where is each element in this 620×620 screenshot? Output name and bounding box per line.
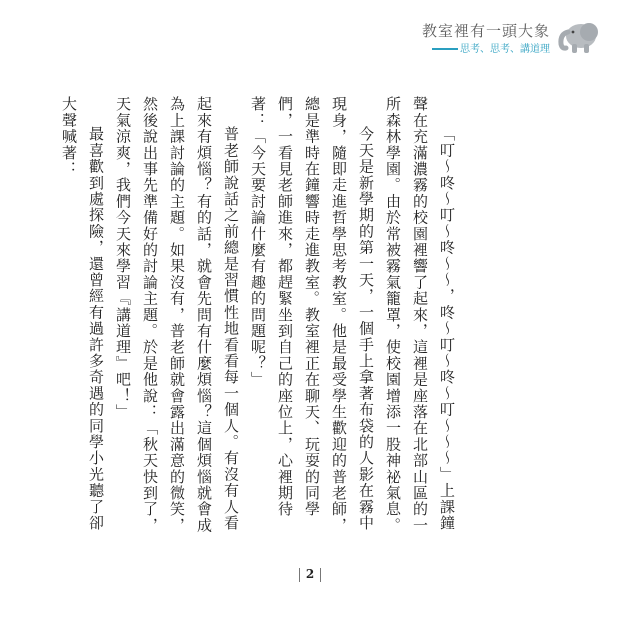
elephant-icon xyxy=(556,16,602,56)
subtitle-rule xyxy=(432,48,458,50)
paragraph-1: 「叮～咚～叮～咚～～，咚～叮～咚～叮～～～」上課鐘聲在充滿濃霧的校園裡響了起來，這裡是座落在北部山區的一所森林學園。由於常被霧氣籠罩，使校園增添一股神祕氣息。 xyxy=(384,96,456,534)
footer-right-bar xyxy=(320,568,321,582)
page-footer xyxy=(0,567,620,582)
running-header xyxy=(396,14,606,62)
book-title: 教室裡有一頭大象 xyxy=(421,22,550,40)
page-number: 2 xyxy=(305,567,315,581)
book-subtitle-text: 思考、思考、講道理 xyxy=(460,44,550,55)
paragraph-3: 普老師說話之前總是習慣性地看看每一個人。有沒有人看起來有煩惱？有的話，就會先問有什麼煩惱？這個煩惱就會成為上課討論的主題。如果沒有，普老師就會露出滿意的微笑，然後說出事先準備好的討論主題。於是他說：「秋天快到了，天氣涼爽，我們今天來學習『講道理』吧！」 xyxy=(114,96,240,534)
book-subtitle xyxy=(432,40,550,55)
vertical-body-text xyxy=(60,96,460,536)
footer-left-bar xyxy=(299,568,300,582)
paragraph-4: 最喜歡到處探險，還曾經有過許多奇遇的同學小光聽了卻大聲喊著： xyxy=(60,96,105,531)
paragraph-2: 今天是新學期的第一天，一個手上拿著布袋的人影在霧中現身，隨即走進哲學思考教室。他是最受學生歡迎的普老師，總是準時在鐘響時走進教室。教室裡正在聊天、玩耍的同學們，一看見老師進來，都趕緊坐到自己的座位上，心裡期待著：「今天要討論什麼有趣的問題呢？」 xyxy=(249,96,375,534)
